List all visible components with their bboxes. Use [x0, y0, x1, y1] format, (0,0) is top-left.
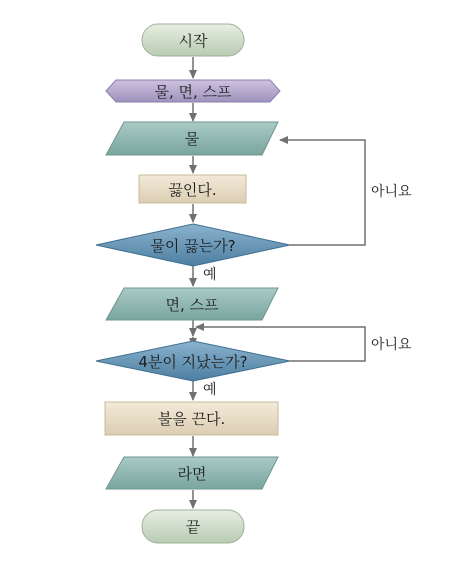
start-terminal-shape [142, 24, 244, 56]
boil-process-shape [139, 175, 246, 203]
preparation-label: 물, 면, 스프 [154, 82, 232, 101]
boil-no-label: 아니요 [371, 184, 412, 200]
boil-label: 끓인다. [168, 180, 217, 199]
connector-check-no-loop [280, 140, 365, 245]
time-no-label: 아니요 [371, 337, 412, 353]
time-decision-label: 4분이 지났는가? [138, 352, 248, 371]
output-ramen-label: 라면 [177, 464, 207, 483]
input-noodle-label: 면, 스프 [165, 295, 219, 314]
boil-decision-shape [96, 224, 290, 266]
preparation-shape [106, 80, 280, 102]
turn-off-label: 불을 끈다. [157, 410, 226, 428]
input-water-label: 물 [184, 130, 200, 148]
input-water-shape [106, 122, 278, 155]
boil-yes-label: 예 [203, 267, 217, 283]
input-noodle-shape [106, 288, 278, 320]
output-ramen-shape [106, 457, 278, 489]
turn-off-process-shape [105, 402, 278, 435]
end-terminal-shape [142, 510, 244, 543]
start-label: 시작 [178, 31, 208, 50]
time-decision-shape [96, 341, 290, 381]
time-yes-label: 예 [203, 382, 217, 398]
boil-decision-label: 물이 끓는가? [150, 236, 236, 255]
end-label: 끝 [185, 518, 201, 536]
